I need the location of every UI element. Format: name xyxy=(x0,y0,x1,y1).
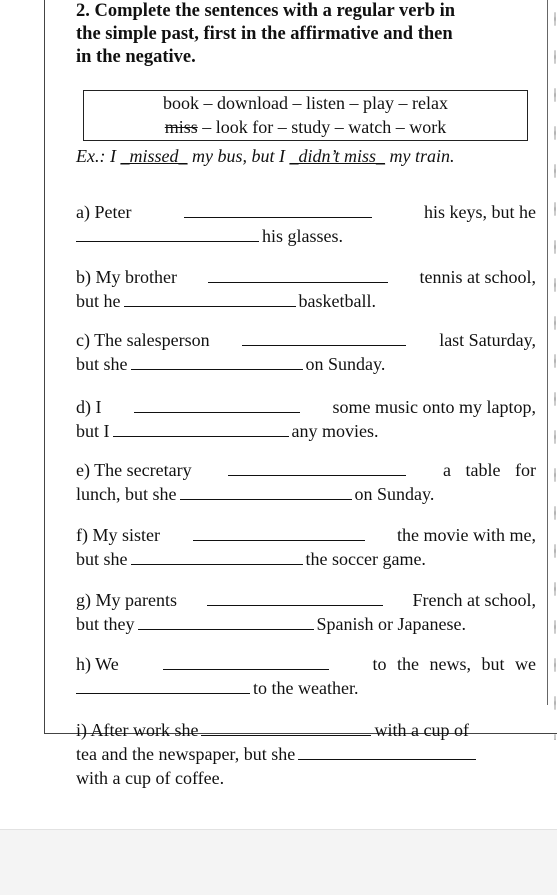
sentence-text: his keys, but he xyxy=(424,202,536,222)
answer-blank[interactable] xyxy=(124,289,296,307)
answer-blank[interactable] xyxy=(76,224,259,242)
sentence-text: with a cup of xyxy=(374,720,469,740)
sentence-text: tennis at school, xyxy=(419,267,536,287)
sentence-g xyxy=(76,588,536,636)
sentence-text: h) We xyxy=(76,654,119,674)
sentence-text: but she xyxy=(76,354,128,374)
sentence-text: the movie with me, xyxy=(397,525,536,545)
answer-blank[interactable] xyxy=(184,200,372,218)
answer-blank[interactable] xyxy=(134,395,300,413)
sentence-text: to the news, but we xyxy=(372,654,536,674)
answer-blank[interactable] xyxy=(242,328,406,346)
example-text: Ex.: I xyxy=(76,146,121,166)
sentence-text: his glasses. xyxy=(262,226,343,246)
sentence-text: e) The secretary xyxy=(76,460,192,480)
sentence-d xyxy=(76,395,536,443)
sentence-text: some music onto my laptop, xyxy=(332,397,536,417)
sentence-text: but she xyxy=(76,549,128,569)
word-box xyxy=(83,90,528,141)
answer-blank[interactable] xyxy=(228,458,406,476)
sentence-text: last Saturday, xyxy=(439,330,536,350)
word-box-words: – look for – study – watch – work xyxy=(197,117,447,137)
sentence-text: Spanish or Japanese. xyxy=(316,614,466,634)
sentence-text: to the weather. xyxy=(253,678,359,698)
struck-word: miss xyxy=(164,117,198,137)
sentence-text: g) My parents xyxy=(76,590,177,610)
sentence-text: b) My brother xyxy=(76,267,177,287)
answer-blank[interactable] xyxy=(138,612,314,630)
sentence-text: on Sunday. xyxy=(354,484,435,504)
adjacent-column-edge xyxy=(553,0,557,740)
answer-blank[interactable] xyxy=(163,652,329,670)
answer-blank[interactable] xyxy=(193,523,365,541)
sentence-h xyxy=(76,652,536,700)
answer-blank[interactable] xyxy=(208,265,388,283)
page-footer-strip xyxy=(0,829,557,895)
sentence-text: on Sunday. xyxy=(305,354,386,374)
answer-blank[interactable] xyxy=(131,352,303,370)
sentence-text: lunch, but she xyxy=(76,484,177,504)
sentence-text: but they xyxy=(76,614,135,634)
instruction-line: in the negative. xyxy=(76,47,196,67)
instruction-line: the simple past, first in the affirmative and then xyxy=(76,24,453,44)
exercise-instruction xyxy=(76,0,536,69)
sentence-text: basketball. xyxy=(298,291,376,311)
example-text: my train. xyxy=(385,146,455,166)
example-sentence xyxy=(76,144,546,168)
sentence-text: any movies. xyxy=(291,421,379,441)
sentence-text: the soccer game. xyxy=(305,549,426,569)
word-box-row: book – download – listen – play – relax xyxy=(163,93,448,113)
sentence-text: French at school, xyxy=(412,590,536,610)
word-box-row xyxy=(84,115,527,139)
sentence-text: a) Peter xyxy=(76,202,132,222)
answer-blank[interactable] xyxy=(298,742,476,760)
sentence-text: f) My sister xyxy=(76,525,160,545)
instruction-line: 2. Complete the sentences with a regular verb in xyxy=(76,1,456,21)
sentence-text: i) After work she xyxy=(76,720,199,740)
sentence-c xyxy=(76,328,536,376)
sentence-e xyxy=(76,458,536,506)
answer-blank[interactable] xyxy=(113,419,289,437)
sentence-i xyxy=(76,718,536,790)
sentence-text: tea and the newspaper, but she xyxy=(76,744,296,764)
example-text: my bus, but I xyxy=(187,146,290,166)
answer-blank[interactable] xyxy=(76,676,250,694)
example-answer: _didn’t miss_ xyxy=(289,146,385,166)
sentence-text: a table for xyxy=(443,460,536,480)
sentence-text: c) The salesperson xyxy=(76,330,210,350)
sentence-text: but he xyxy=(76,291,121,311)
answer-blank[interactable] xyxy=(131,547,303,565)
sentence-text: but I xyxy=(76,421,110,441)
sentence-f xyxy=(76,523,536,571)
sentence-b xyxy=(76,265,536,313)
example-answer: _missed_ xyxy=(120,146,188,166)
sentence-text: d) I xyxy=(76,397,102,417)
answer-blank[interactable] xyxy=(207,588,383,606)
sentence-a xyxy=(76,200,536,248)
answer-blank[interactable] xyxy=(201,718,371,736)
sentence-text: with a cup of coffee. xyxy=(76,768,225,788)
answer-blank[interactable] xyxy=(180,482,352,500)
column-divider xyxy=(547,0,548,705)
